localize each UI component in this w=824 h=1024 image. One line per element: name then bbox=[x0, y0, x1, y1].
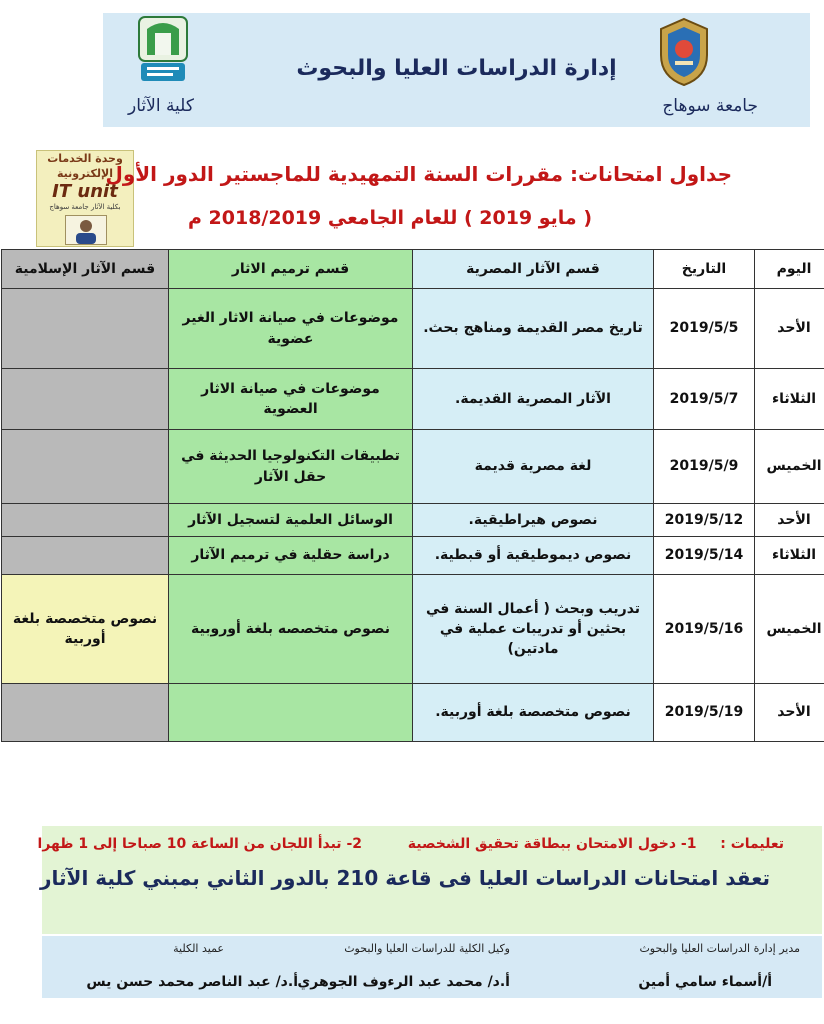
table-row bbox=[2, 575, 824, 684]
cell-restoration: الوسائل العلمية لتسجيل الآثار bbox=[169, 504, 413, 537]
cell-islamic bbox=[2, 504, 169, 537]
cell-islamic bbox=[2, 537, 169, 575]
schedule-title: جداول امتحانات: مقررات السنة التمهيدية للماجستير الدور الأول bbox=[105, 162, 732, 186]
table-row bbox=[2, 430, 824, 504]
cell-egyptian: الآثار المصرية القديمة. bbox=[413, 369, 654, 430]
cell-day: الثلاثاء bbox=[755, 537, 824, 575]
header-day: اليوم bbox=[755, 250, 824, 289]
cell-islamic bbox=[2, 684, 169, 742]
exam-venue: تعقد امتحانات الدراسات العليا فى قاعة 210 بالدور الثاني بمبني كلية الآثار bbox=[40, 866, 770, 890]
cell-egyptian: نصوص ديموطيقية أو قبطية. bbox=[413, 537, 654, 575]
cell-day: الخميس bbox=[755, 575, 824, 684]
cell-islamic bbox=[2, 289, 169, 369]
table-row bbox=[2, 369, 824, 430]
exam-schedule-table bbox=[1, 249, 824, 742]
it-unit-line4: بكلية الآثار جامعة سوهاج bbox=[49, 203, 121, 211]
cell-date: 2019/5/19 bbox=[654, 684, 755, 742]
it-unit-line3: IT unit bbox=[52, 181, 118, 202]
cell-date: 2019/5/16 bbox=[654, 575, 755, 684]
header-egyptian: قسم الآثار المصرية bbox=[413, 250, 654, 289]
cell-egyptian: نصوص هيراطيقية. bbox=[413, 504, 654, 537]
instructions-line bbox=[38, 836, 784, 852]
signature-name-dean: أ.د/ عبد الناصر محمد حسن يس bbox=[86, 974, 298, 990]
table-header-row bbox=[2, 250, 824, 289]
cell-egyptian: لغة مصرية قديمة bbox=[413, 430, 654, 504]
header-date: التاريخ bbox=[654, 250, 755, 289]
instruction-item-2: 2- تبدأ اللجان من الساعة 10 صباحا إلى 1 ظهرا bbox=[37, 836, 362, 852]
it-unit-line2: الإلكترونية bbox=[57, 167, 113, 180]
cell-restoration: موضوعات في صيانة الاثار العضوية bbox=[169, 369, 413, 430]
table-row bbox=[2, 684, 824, 742]
it-unit-line1: وحدة الخدمات bbox=[47, 152, 123, 165]
cell-day: الأحد bbox=[755, 504, 824, 537]
instructions-box bbox=[37, 826, 822, 934]
it-unit-photo bbox=[65, 215, 107, 245]
instruction-item-1: 1- دخول الامتحان ببطاقة تحقيق الشخصية bbox=[407, 836, 697, 852]
table-row bbox=[2, 537, 824, 575]
cell-restoration: تطبيقات التكنولوجيا الحديثة في حقل الآثار bbox=[169, 430, 413, 504]
cell-restoration: موضوعات في صيانة الاثار الغير عضوية bbox=[169, 289, 413, 369]
cell-date: 2019/5/12 bbox=[654, 504, 755, 537]
cell-day: الخميس bbox=[755, 430, 824, 504]
table-row bbox=[2, 504, 824, 537]
header-banner bbox=[103, 13, 810, 127]
signature-name-vice-dean: أ.د/ محمد عبد الرءوف الجوهري bbox=[297, 974, 510, 990]
cell-egyptian: تاريخ مصر القديمة ومناهج بحث. bbox=[413, 289, 654, 369]
signature-title-admin: مدير إدارة الدراسات العليا والبحوث bbox=[639, 942, 800, 955]
cell-day: الثلاثاء bbox=[755, 369, 824, 430]
signatures-box bbox=[42, 936, 822, 998]
cell-islamic: نصوص متخصصة بلغة أوربية bbox=[2, 575, 169, 684]
header-islamic: قسم الآثار الإسلامية bbox=[2, 250, 169, 289]
cell-date: 2019/5/7 bbox=[654, 369, 755, 430]
cell-restoration: نصوص متخصصه بلغة أوروبية bbox=[169, 575, 413, 684]
cell-date: 2019/5/14 bbox=[654, 537, 755, 575]
signature-title-vice-dean: وكيل الكلية للدراسات العليا والبحوث bbox=[344, 942, 510, 955]
schedule-subtitle: ( مايو 2019 ) للعام الجامعي 2018/2019 م bbox=[187, 207, 592, 229]
cell-egyptian: نصوص متخصصة بلغة أوربية. bbox=[413, 684, 654, 742]
university-name: جامعة سوهاج bbox=[662, 96, 758, 116]
cell-date: 2019/5/5 bbox=[654, 289, 755, 369]
table-row bbox=[2, 289, 824, 369]
cell-islamic bbox=[2, 430, 169, 504]
cell-restoration: دراسة حقلية في ترميم الآثار bbox=[169, 537, 413, 575]
cell-islamic bbox=[2, 369, 169, 430]
cell-restoration bbox=[169, 684, 413, 742]
cell-day: الأحد bbox=[755, 684, 824, 742]
instructions-label: تعليمات : bbox=[720, 836, 784, 852]
header-restoration: قسم ترميم الاثار bbox=[169, 250, 413, 289]
signature-name-admin: أ/أسماء سامي أمين bbox=[638, 974, 772, 990]
cell-date: 2019/5/9 bbox=[654, 430, 755, 504]
faculty-name: كلية الآثار bbox=[128, 96, 194, 116]
signature-title-dean: عميد الكلية bbox=[173, 942, 224, 955]
cell-day: الأحد bbox=[755, 289, 824, 369]
header-title: إدارة الدراسات العليا والبحوث bbox=[296, 56, 617, 81]
cell-egyptian: تدريب وبحث ( أعمال السنة في بحثين أو تدريبات عملية في مادتين) bbox=[413, 575, 654, 684]
